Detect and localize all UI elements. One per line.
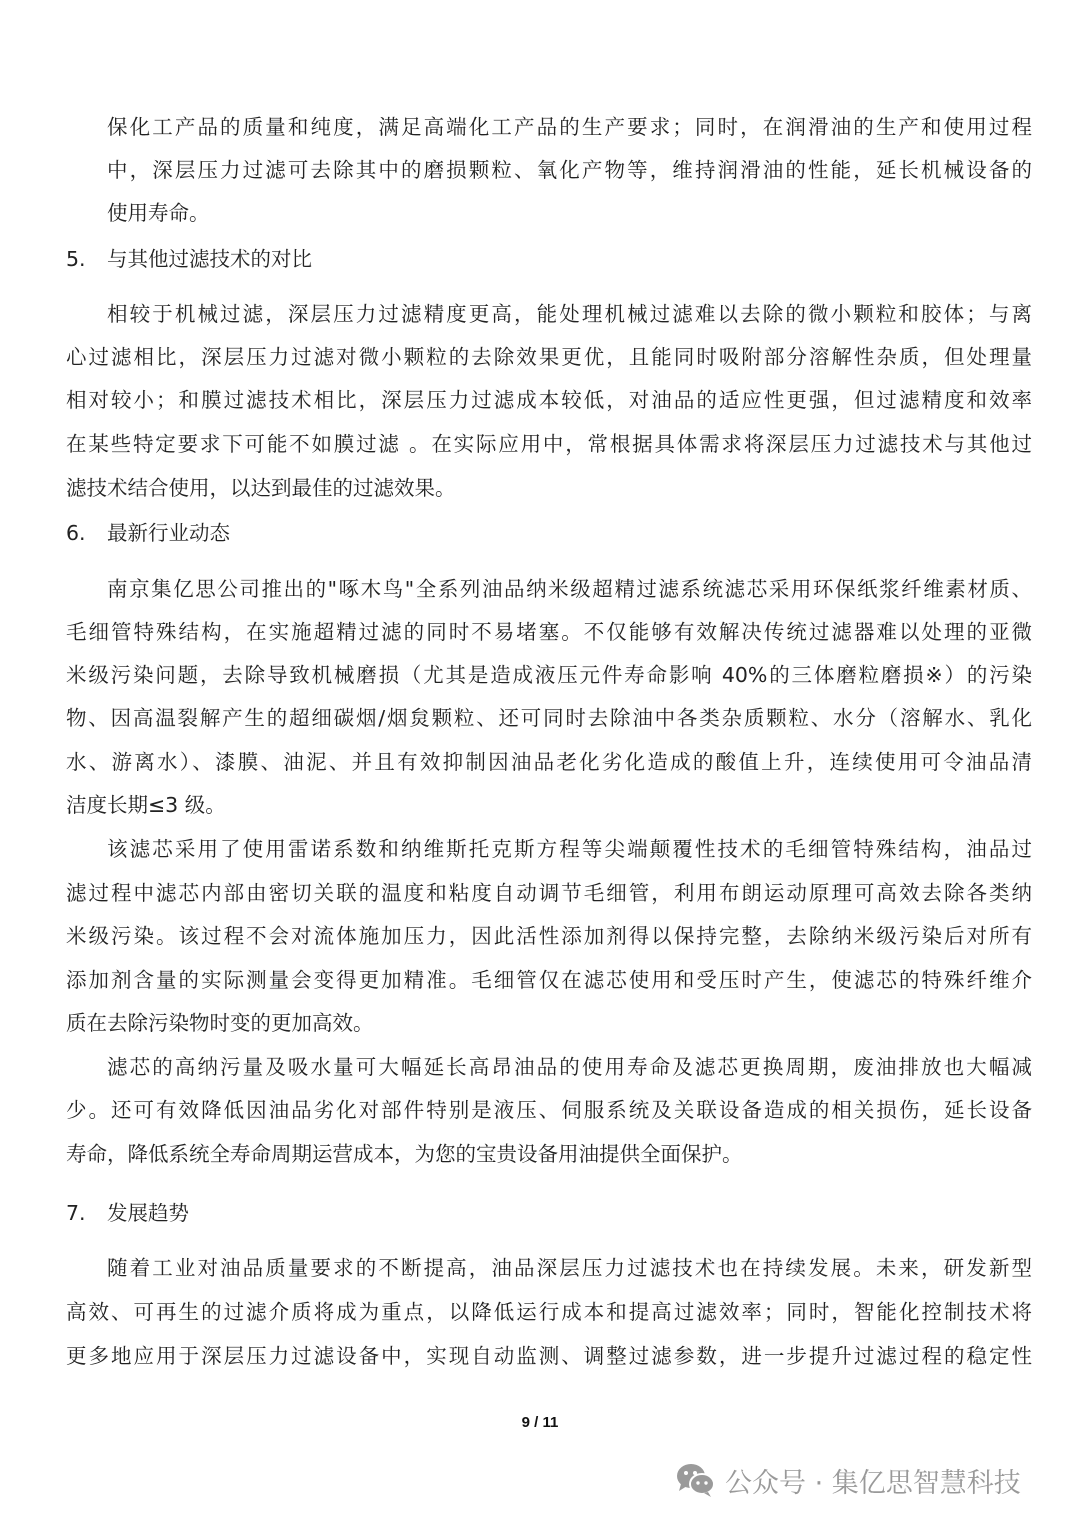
text-line: 心过滤相比，深层压力过滤对微小颗粒的去除效果更优，且能同时吸附部分溶解性杂质，但处理量 (66, 345, 1032, 369)
text-line: 洁度长期≤3 级。 (66, 793, 226, 817)
page-number: 9 / 11 (521, 1414, 559, 1431)
section-number: 7. (66, 1201, 86, 1225)
text-line: 米级污染问题，去除导致机械磨损（尤其是造成液压元件寿命影响 40%的三体磨粒磨损※）的污染 (66, 663, 1032, 687)
text-line: 米级污染。该过程不会对流体施加压力，因此活性添加剂得以保持完整，去除纳米级污染后对所有 (66, 924, 1032, 948)
text-line: 相较于机械过滤，深层压力过滤精度更高，能处理机械过滤难以去除的微小颗粒和胶体；与离 (107, 302, 1032, 326)
section-heading (66, 1198, 666, 1228)
section-heading (66, 244, 666, 274)
text-line: 添加剂含量的实际测量会变得更加精准。毛细管仅在滤芯使用和受压时产生，使滤芯的特殊纤维介 (66, 968, 1032, 992)
text-line: 在某些特定要求下可能不如膜过滤 。在实际应用中，常根据具体需求将深层压力过滤技术与其他过 (66, 432, 1032, 456)
text-line: 寿命，降低系统全寿命周期运营成本，为您的宝贵设备用油提供全面保护。 (66, 1142, 743, 1166)
section-number: 5. (66, 247, 86, 271)
wechat-icon (675, 1462, 717, 1498)
text-line: 毛细管特殊结构，在实施超精过滤的同时不易堵塞。不仅能够有效解决传统过滤器难以处理的亚微 (66, 620, 1032, 644)
section-title: 发展趋势 (107, 1201, 189, 1225)
text-line: 中，深层压力过滤可去除其中的磨损颗粒、氧化产物等，维持润滑油的性能，延长机械设备的 (107, 158, 1032, 182)
text-line: 该滤芯采用了使用雷诺系数和纳维斯托克斯方程等尖端颠覆性技术的毛细管特殊结构，油品过 (107, 837, 1032, 861)
text-line: 随着工业对油品质量要求的不断提高，油品深层压力过滤技术也在持续发展。未来，研发新型 (107, 1256, 1032, 1280)
text-line: 保化工产品的质量和纯度，满足高端化工产品的生产要求；同时，在润滑油的生产和使用过程 (107, 115, 1032, 139)
section-title: 与其他过滤技术的对比 (107, 247, 312, 271)
text-line: 滤过程中滤芯内部由密切关联的温度和粘度自动调节毛细管，利用布朗运动原理可高效去除各类纳 (66, 881, 1032, 905)
text-line: 水、游离水）、漆膜、油泥、并且有效抑制因油品老化劣化造成的酸值上升，连续使用可令油品清 (66, 750, 1032, 774)
text-line: 高效、可再生的过滤介质将成为重点，以降低运行成本和提高过滤效率；同时，智能化控制技术将 (66, 1300, 1032, 1324)
text-line: 相对较小；和膜过滤技术相比，深层压力过滤成本较低，对油品的适应性更强，但过滤精度和效率 (66, 388, 1032, 412)
text-line: 质在去除污染物时变的更加高效。 (66, 1011, 374, 1035)
text-line: 滤芯的高纳污量及吸水量可大幅延长高昂油品的使用寿命及滤芯更换周期，废油排放也大幅减 (107, 1055, 1032, 1079)
text-line: 使用寿命。 (107, 201, 210, 225)
section-heading (66, 518, 666, 548)
footer-account-name: 公众号 · 集亿思智慧科技 (725, 1467, 1021, 1499)
text-line: 滤技术结合使用，以达到最佳的过滤效果。 (66, 476, 456, 500)
section-title: 最新行业动态 (107, 521, 230, 545)
text-line: 更多地应用于深层压力过滤设备中，实现自动监测、调整过滤参数，进一步提升过滤过程的稳定性 (66, 1344, 1032, 1368)
text-line: 少。还可有效降低因油品劣化对部件特别是液压、伺服系统及关联设备造成的相关损伤，延长设备 (66, 1098, 1032, 1122)
section-number: 6. (66, 521, 86, 545)
watermark-footer (675, 1460, 1021, 1500)
text-line: 物、因高温裂解产生的超细碳烟/烟炱颗粒、还可同时去除油中各类杂质颗粒、水分（溶解水、乳化 (66, 706, 1032, 730)
text-line: 南京集亿思公司推出的"啄木鸟"全系列油品纳米级超精过滤系统滤芯采用环保纸浆纤维素材质、 (107, 577, 1032, 601)
